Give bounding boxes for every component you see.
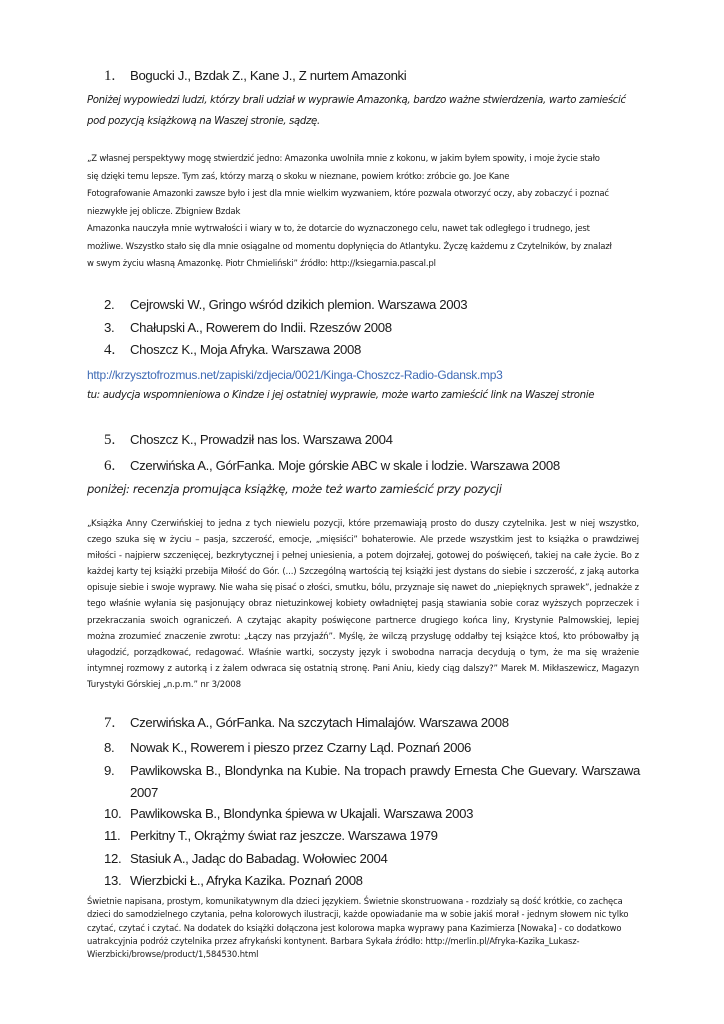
list-item: [104, 68, 406, 85]
quote-line: Amazonka nauczyła mnie wytrwałości i wiary w to, że dotarcie do wyznaczonego celu, nawet tak odległego i trudnego, jest: [87, 224, 590, 234]
list-item: [104, 458, 560, 475]
list-item: [104, 740, 471, 755]
note-line: Poniżej wypowiedzi ludzi, którzy brali udział w wyprawie Amazonką, bardzo ważne stwierdzenia, warto zamieścić: [87, 95, 626, 106]
audio-link[interactable]: http://krzysztofrozmus.net/zapiski/zdjecia/0021/Kinga-Choszcz-Radio-Gdansk.mp3: [87, 368, 503, 382]
list-text: Cejrowski W., Gringo wśród dzikich plemion. Warszawa 2003: [130, 297, 468, 312]
list-item: [104, 763, 640, 778]
list-number: 4.: [104, 342, 116, 358]
quote-line: niezwykłe jej oblicze. Zbigniew Bzdak: [87, 207, 241, 217]
list-text: Pawlikowska B., Blondynka śpiewa w Ukajali. Warszawa 2003: [130, 806, 474, 821]
quote-line: się dzięki temu lepsze. Tym zaś, którzy marzą o skoku w nieznane, powiem krótko: zróbcie go. Joe Kane: [87, 172, 510, 182]
list-item: [104, 851, 387, 866]
list-number: 1.: [104, 68, 116, 84]
review-paragraph: Świetnie napisana, prostym, komunikatywnym dla dzieci językiem. Świetnie skonstruowana - rozdziały są dość krótkie, co zachęca dzieci do samodzielnego czytania, pełna kolorowych ilustracji, każde opowiadanie ma w sobie jakiś morał - jednym słowem nic tylko czytać, czytać i czytać. Na dodatek do książki dołączona jest kolorowa mapka wyprawy pana Kazimierza [Nowaka] - co dodatkowo uatrakcyjnia podróż czytelnika przez afrykański kontynent. Barbara Sykała źródło: http://merlin.pl/Afryka-Kazika_Lukasz-Wierzbicki/browse/product/1,584530.html: [87, 896, 629, 960]
list-item: [104, 320, 392, 335]
list-number: 10.: [104, 806, 122, 821]
list-text: Perkitny T., Okrążmy świat raz jeszcze. Warszawa 1979: [130, 828, 438, 843]
list-text-continued: 2007: [130, 785, 158, 800]
quote-line: Fotografowanie Amazonki zawsze było i jest dla mnie wielkim wyzwaniem, które pozwala otworzyć oczy, aby zobaczyć i poznać: [87, 189, 609, 199]
note-line: tu: audycja wspomnieniowa o Kindze i jej ostatniej wyprawie, może warto zamieścić link na Waszej stronie: [87, 390, 595, 401]
list-number: 7.: [104, 715, 116, 731]
list-text: Czerwińska A., GórFanka. Na szczytach Himalajów. Warszawa 2008: [130, 715, 509, 730]
list-text: Nowak K., Rowerem i pieszo przez Czarny Ląd. Poznań 2006: [130, 740, 472, 755]
list-item: [104, 432, 393, 449]
list-number: 11.: [104, 828, 121, 843]
list-number: 3.: [104, 320, 115, 335]
list-item: [104, 297, 467, 312]
list-text: Czerwińska A., GórFanka. Moje górskie ABC w skale i lodzie. Warszawa 2008: [130, 458, 560, 473]
list-number: 5.: [104, 432, 116, 448]
list-number: 12.: [104, 851, 122, 866]
list-text: Chałupski A., Rowerem do Indii. Rzeszów 2008: [130, 320, 392, 335]
list-text: Bogucki J., Bzdak Z., Kane J., Z nurtem Amazonki: [130, 68, 407, 83]
quote-line: w swym życiu własną Amazonkę. Piotr Chmieliński” źródło: http://ksiegarnia.pascal.pl: [87, 259, 436, 269]
list-item: [104, 828, 438, 843]
list-text: Choszcz K., Prowadził nas los. Warszawa 2004: [130, 432, 393, 447]
list-text: Wierzbicki Ł., Afryka Kazika. Poznań 2008: [130, 873, 363, 888]
list-text: Choszcz K., Moja Afryka. Warszawa 2008: [130, 342, 362, 357]
list-text: Pawlikowska B., Blondynka na Kubie. Na tropach prawdy Ernesta Che Guevary. Warszawa: [130, 763, 640, 778]
note-line: pod pozycją książkową na Waszej stronie, sądzę.: [87, 116, 320, 127]
note-line: poniżej: recenzja promująca książkę, może też warto zamieścić przy pozycji: [87, 482, 502, 496]
list-number: 13.: [104, 873, 122, 888]
list-text: Stasiuk A., Jadąc do Babadag. Wołowiec 2004: [130, 851, 388, 866]
list-number: 6.: [104, 458, 116, 474]
list-number: 8.: [104, 740, 115, 755]
quote-line: „Z własnej perspektywy mogę stwierdzić jedno: Amazonka uwolniła mnie z kokonu, w jakim byłem spowity, i moje życie stało: [87, 154, 600, 164]
quote-line: możliwe. Wszystko stało się dla mnie osiągalne od momentu dopłynięcia do Atlantyku. Życzę każdemu z Czytelników, by znalazł: [87, 242, 612, 252]
list-item: [104, 806, 473, 821]
list-item: [104, 342, 361, 359]
list-number: 2.: [104, 297, 115, 312]
list-item: [104, 873, 363, 888]
list-item: [104, 715, 509, 732]
list-number: 9.: [104, 763, 115, 778]
review-paragraph: „Książka Anny Czerwińskiej to jedna z tych niewielu pozycji, które przemawiają prosto do duszy czytelnika. Jest w niej wszystko, czego szuka się w życiu – pasja, szczerość, emocje, „mięsiści” bohaterowie. Ale przede wszystkim jest to książka o prawdziwej miłości - najpierw szczenięcej, bezkrytycznej i pełnej uniesienia, a potem dojrzałej, gotowej do poświęceń, takiej na całe życie. Bo z każdej karty tej książki przebija Miłość do Gór. (...) Szczególną wartością tej książki jest dystans do siebie i szczerość, z jaką autorka opisuje siebie i swoje wyprawy. Nie waha się pisać o złości, smutku, bólu, przyznaje się nawet do „niepięknych sprawek”, jednakże z tego właśnie wyłania się pasjonujący obraz nietuzinkowej kobiety owładniętej pasją stawiania sobie coraz wyższych poprzeczek i przekraczania swoich ograniczeń. A czytając akapity poświęcone partnerce drugiego końca liny, Krystynie Palmowskiej, lepiej można zrozumieć znaczenie zwrotu: „Łączy nas przyjaźń”. Myślę, że wilczą przysługę oddałby tej książce ktoś, kto próbowałby ją ułagodzić, porządkować, redagować. Właśnie wartki, soczysty język i swobodna narracja decydują o tym, że ma się wrażenie intymnej rozmowy z autorką i z żalem odwraca się ostatnią stronę. Pani Aniu, kiedy ciąg dalszy?” Marek M. Mikłaszewicz, Magazyn Turystyki Górskiej „n.p.m.” nr 3/2008: [87, 519, 639, 690]
